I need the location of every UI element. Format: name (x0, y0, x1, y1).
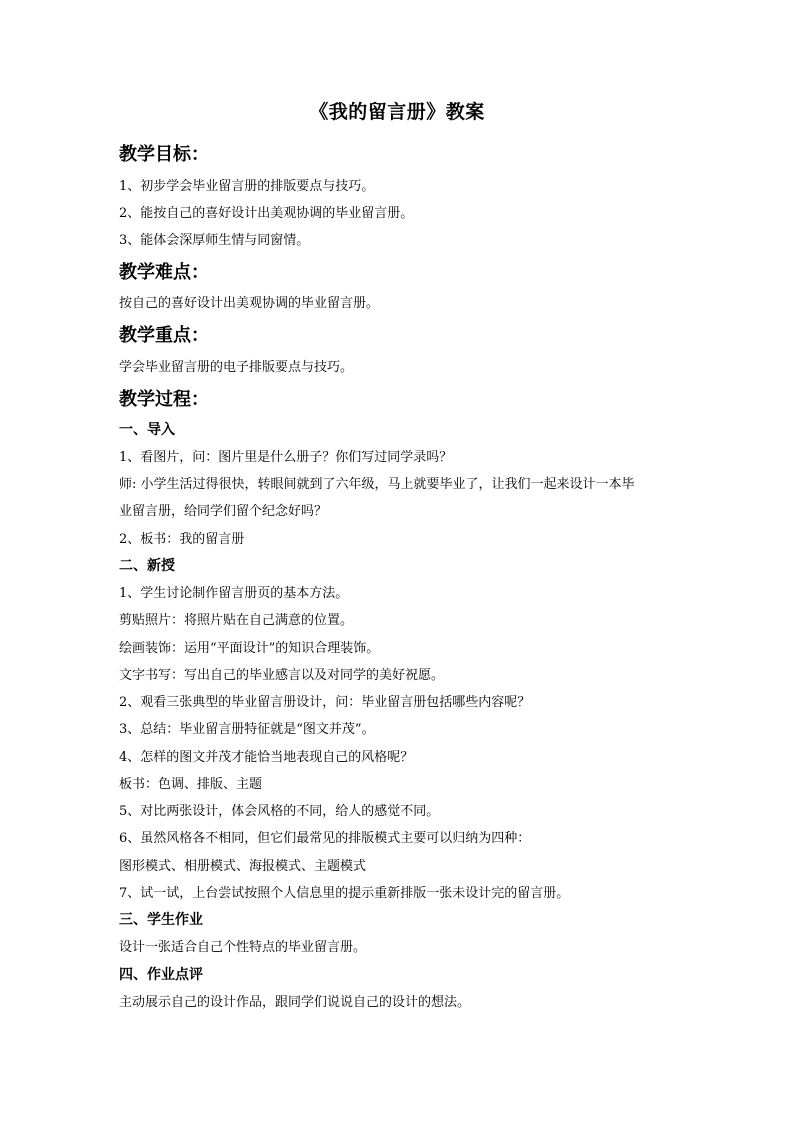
goal-item: 1、初步学会毕业留言册的排版要点与技巧。 (119, 179, 375, 194)
section-line: 3、总结：毕业留言册特征就是“图文并茂”。 (119, 722, 375, 737)
difficulty-heading: 教学难点： (119, 262, 209, 283)
process-heading: 教学过程： (119, 389, 209, 410)
section-heading: 四、作业点评 (119, 967, 203, 983)
goal-item: 3、能体会深厚师生情与同窗情。 (119, 233, 310, 248)
section-line: 1、看图片，问：图片里是什么册子？你们写过同学录吗？ (119, 450, 453, 465)
section-line: 设计一张适合自己个性特点的毕业留言册。 (119, 940, 367, 955)
section-heading: 三、学生作业 (119, 912, 203, 928)
key-heading: 教学重点： (119, 325, 209, 346)
section-line: 图形模式、相册模式、海报模式、主题模式 (119, 859, 367, 874)
section-line: 6、虽然风格各不相同，但它们最常见的排版模式主要可以归纳为四种： (119, 831, 531, 846)
section-line: 2、观看三张典型的毕业留言册设计，问：毕业留言册包括哪些内容呢？ (119, 695, 531, 710)
section-line: 剪贴照片：将照片贴在自己满意的位置。 (119, 613, 354, 628)
section-line: 5、对比两张设计，体会风格的不同，给人的感觉不同。 (119, 804, 440, 819)
section-heading: 二、新授 (119, 558, 175, 574)
section-line: 7、试一试，上台尝试按照个人信息里的提示重新排版一张未设计完的留言册。 (119, 886, 570, 901)
section-line: 主动展示自己的设计作品，跟同学们说说自己的设计的想法。 (119, 995, 471, 1010)
section-line: 1、学生讨论制作留言册页的基本方法。 (119, 586, 349, 601)
section-line: 2、板书：我的留言册 (119, 532, 245, 547)
section-line: 文字书写：写出自己的毕业感言以及对同学的美好祝愿。 (119, 668, 445, 683)
key-text: 学会毕业留言册的电子排版要点与技巧。 (119, 360, 354, 375)
section-line: 绘画装饰：运用“平面设计”的知识合理装饰。 (119, 641, 380, 656)
section-heading: 一、导入 (119, 422, 175, 438)
document-title: 《我的留言册》教案 (309, 101, 485, 123)
section-line: 板书：色调、排版、主题 (119, 777, 263, 792)
section-line: 4、怎样的图文并茂才能恰当地表现自己的风格呢？ (119, 750, 414, 765)
goals-heading: 教学目标： (119, 144, 209, 165)
section-line: 业留言册，给同学们留个纪念好吗？ (119, 504, 328, 519)
difficulty-text: 按自己的喜好设计出美观协调的毕业留言册。 (119, 296, 380, 311)
section-line: 师: 小学生活过得很快，转眼间就到了六年级，马上就要毕业了，让我们一起来设计一本毕 (119, 477, 635, 492)
goal-item: 2、能按自己的喜好设计出美观协调的毕业留言册。 (119, 206, 414, 221)
